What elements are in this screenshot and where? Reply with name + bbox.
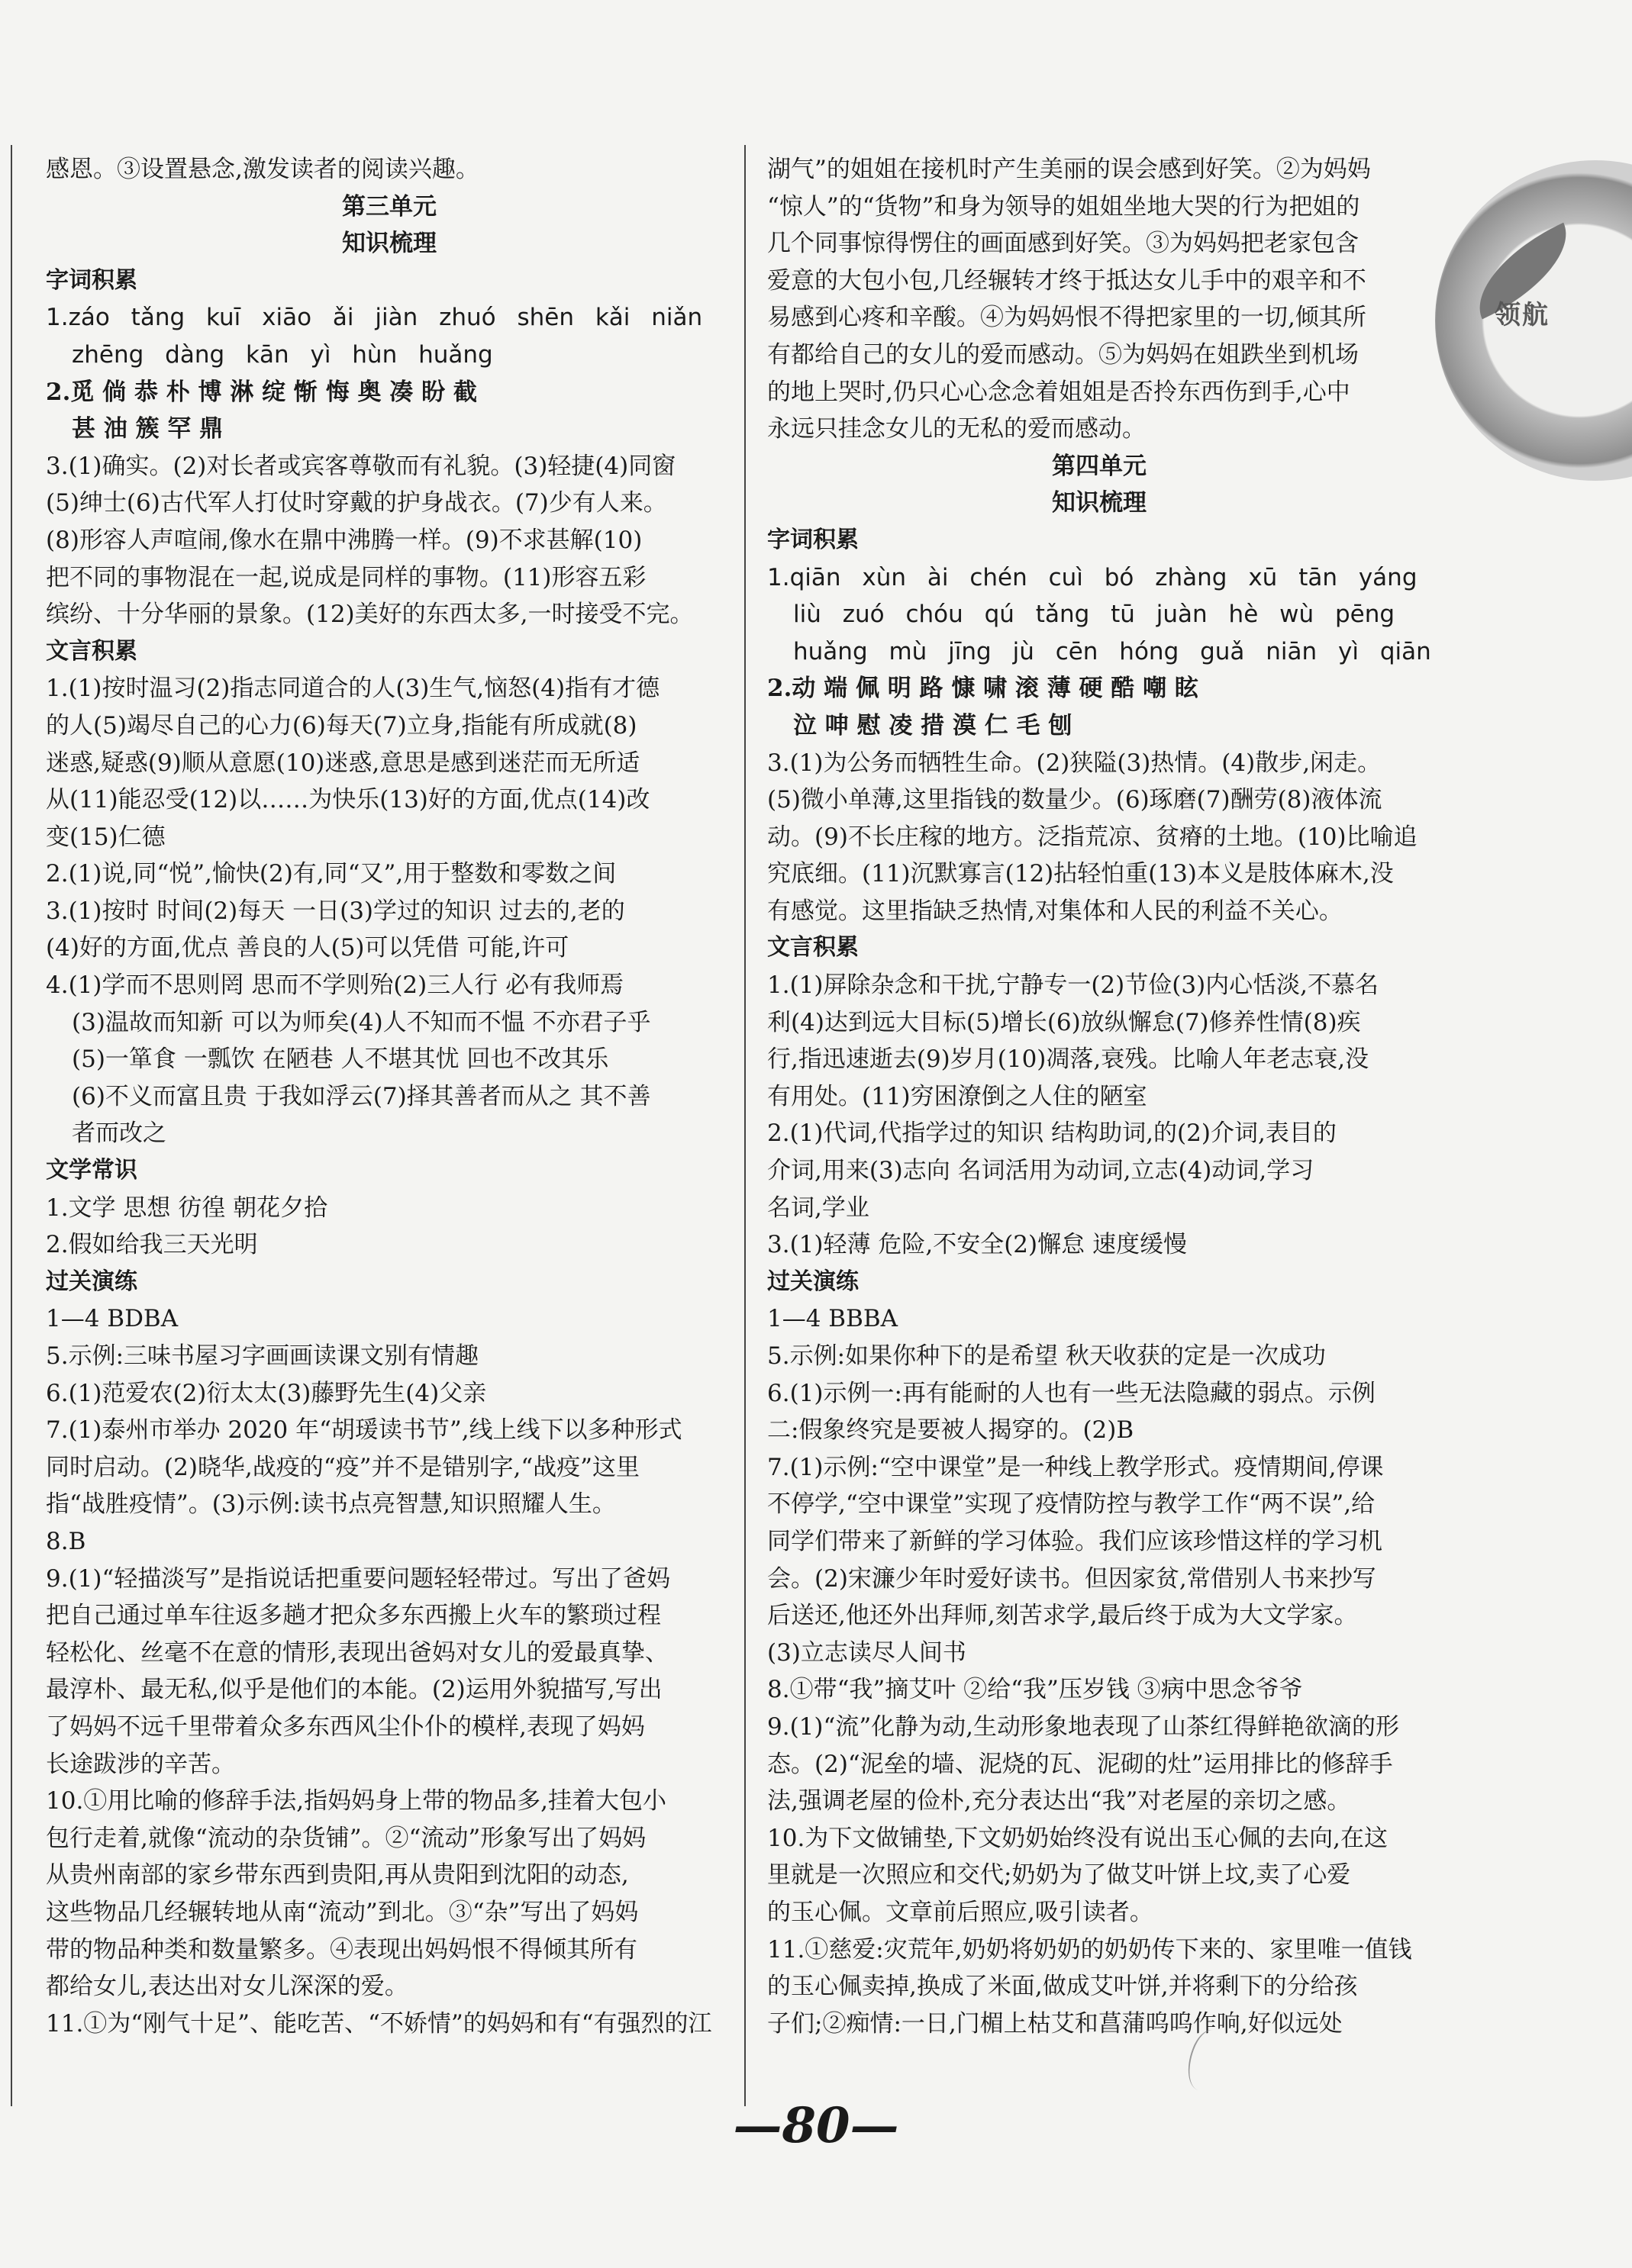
text-line: 湖气”的姐姐在接机时产生美丽的误会感到好笑。②为妈妈 — [767, 156, 1371, 183]
text-line: 子们;②痴情:一日,门楣上枯艾和菖蒲呜呜作响,好似远处 — [767, 2009, 1343, 2038]
text-line: 9.(1)“轻描淡写”是指说话把重要问题轻轻带过。写出了爸妈 — [46, 1564, 671, 1593]
text-line: 有用处。(11)穷困潦倒之人住的陋室 — [767, 1082, 1147, 1110]
text-line: 从贵州南部的家乡带东西到贵阳,再从贵阳到沈阳的动态, — [46, 1861, 629, 1889]
text-line: 9.(1)“流”化静为动,生动形象地表现了山茶红得鲜艳欲滴的形 — [767, 1712, 1400, 1741]
text-line: (5)绅士(6)古代军人打仗时穿戴的护身战衣。(7)少有人来。 — [46, 489, 667, 517]
text-line: 3.(1)确实。(2)对长者或宾客尊敬而有礼貌。(3)轻捷(4)同窗 — [46, 452, 676, 480]
text-line: 的玉心佩。文章前后照应,吸引读者。 — [767, 1898, 1153, 1926]
text-line: 第四单元 — [1052, 452, 1147, 480]
text-line: 1—4 BDBA — [46, 1305, 179, 1333]
text-line: 有都给自己的女儿的爱而感动。⑤为妈妈在姐跌坐到机场 — [767, 340, 1359, 369]
text-line: 不停学,“空中课堂”实现了疫情防控与教学工作“两不误”,给 — [767, 1490, 1376, 1519]
text-line: (3)温故而知新 可以为师矣(4)人不知而不愠 不亦君子乎 — [72, 1008, 651, 1036]
text-line: 知识梳理 — [342, 230, 437, 258]
text-line: (5)微小单薄,这里指钱的数量少。(6)琢磨(7)酬劳(8)液体流 — [767, 786, 1382, 814]
text-line: 11.①慈爱:灾荒年,奶奶将奶奶的奶奶传下来的、家里唯一值钱 — [767, 1935, 1412, 1964]
text-line: (4)好的方面,优点 善良的人(5)可以凭借 可能,许可 — [46, 934, 569, 962]
page-number: —80— — [733, 2097, 899, 2154]
text-line: huǎng mù jīng jù cēn hóng guǎ niān yì qiān — [793, 637, 1431, 665]
text-line: 6.(1)范爱农(2)衍太太(3)藤野先生(4)父亲 — [46, 1379, 487, 1407]
text-line: 8.①带“我”摘艾叶 ②给“我”压岁钱 ③病中思念爷爷 — [767, 1676, 1303, 1704]
text-line: 利(4)达到远大目标(5)增长(6)放纵懈怠(7)修养性情(8)疾 — [767, 1008, 1361, 1036]
text-line: (6)不义而富且贵 于我如浮云(7)择其善者而从之 其不善 — [72, 1082, 651, 1110]
text-line: 1.záo tǎng kuī xiāo ǎi jiàn zhuó shēn kǎi niǎn — [46, 304, 703, 332]
text-line: 后送还,他还外出拜师,刻苦求学,最后终于成为大文学家。 — [767, 1602, 1358, 1630]
text-line: 易感到心疼和辛酸。④为妈妈恨不得把家里的一切,倾其所 — [767, 304, 1366, 332]
text-line: 把不同的事物混在一起,说成是同样的事物。(11)形容五彩 — [46, 563, 647, 591]
text-line: 2.(1)代词,代指学过的知识 结构助词,的(2)介词,表目的 — [767, 1120, 1337, 1148]
text-line: 3.(1)按时 时间(2)每天 一日(3)学过的知识 过去的,老的 — [46, 897, 625, 925]
text-line: 2.假如给我三天光明 — [46, 1231, 258, 1259]
text-line: liù zuó chóu qú tǎng tū juàn hè wù pēng — [793, 601, 1395, 629]
text-line: 甚 油 簇 罕 鼎 — [72, 415, 224, 443]
text-line: 法,强调老屋的俭朴,充分表达出“我”对老屋的亲切之感。 — [767, 1787, 1351, 1815]
text-line: 二:假象终究是要被人揭穿的。(2)B — [767, 1416, 1134, 1445]
text-line: 态。(2)“泥垒的墙、泥烧的瓦、泥砌的灶”运用排比的修辞手 — [767, 1750, 1393, 1778]
text-line: 轻松化、丝毫不在意的情形,表现出爸妈对女儿的爱最真挚、 — [46, 1638, 669, 1667]
text-line: 迷惑,疑惑(9)顺从意愿(10)迷惑,意思是感到迷茫而无所适 — [46, 749, 640, 777]
text-line: 有感觉。这里指缺乏热情,对集体和人民的利益不关心。 — [767, 897, 1343, 925]
text-line: 者而改之 — [72, 1120, 166, 1148]
text-line: 7.(1)示例:“空中课堂”是一种线上教学形式。疫情期间,停课 — [767, 1453, 1384, 1481]
text-line: 把自己通过单车往返多趟才把众多东西搬上火车的繁琐过程 — [46, 1602, 661, 1630]
text-line: 5.示例:如果你种下的是希望 秋天收获的定是一次成功 — [767, 1342, 1326, 1370]
text-line: 几个同事惊得愣住的画面感到好笑。③为妈妈把老家包含 — [767, 230, 1359, 258]
text-line: 知识梳理 — [1052, 489, 1147, 517]
text-line: 文言积累 — [767, 934, 859, 962]
text-line: 7.(1)泰州市举办 2020 年“胡瑗读书节”,线上线下以多种形式 — [46, 1416, 682, 1445]
text-line: 2.(1)说,同“悦”,愉快(2)有,同“又”,用于整数和零数之间 — [46, 860, 617, 888]
column-divider — [744, 145, 746, 2106]
text-line: (5)一箪食 一瓢饮 在陋巷 人不堪其忧 回也不改其乐 — [72, 1045, 609, 1074]
text-line: 感恩。③设置悬念,激发读者的阅读兴趣。 — [46, 156, 479, 183]
text-line: 文学常识 — [46, 1157, 137, 1184]
text-line: 10.①用比喻的修辞手法,指妈妈身上带的物品多,挂着大包小 — [46, 1787, 667, 1815]
text-line: “惊人”的“货物”和身为领导的姐姐坐地大哭的行为把姐的 — [767, 192, 1360, 221]
text-line: 的玉心佩卖掉,换成了米面,做成艾叶饼,并将剩下的分给孩 — [767, 1973, 1358, 2001]
text-line: 同时启动。(2)晓华,战疫的“疫”并不是错别字,“战疫”这里 — [46, 1453, 640, 1481]
left-margin-rule — [11, 145, 12, 2106]
text-line: 的人(5)竭尽自己的心力(6)每天(7)立身,指能有所成就(8) — [46, 711, 637, 739]
text-line: 10.为下文做铺垫,下文奶奶始终没有说出玉心佩的去向,在这 — [767, 1824, 1388, 1852]
text-line: 名词,学业 — [767, 1194, 869, 1222]
text-line: 4.(1)学而不思则罔 思而不学则殆(2)三人行 必有我师焉 — [46, 971, 624, 1000]
text-line: 11.①为“刚气十足”、能吃苦、“不娇情”的妈妈和有“有强烈的江 — [46, 2009, 712, 2038]
text-line: 过关演练 — [46, 1268, 137, 1295]
text-line: (3)立志读尽人间书 — [767, 1638, 966, 1667]
text-line: 文言积累 — [46, 637, 137, 665]
text-line: 1.(1)屏除杂念和干扰,宁静专一(2)节俭(3)内心恬淡,不慕名 — [767, 971, 1379, 1000]
text-line: 1.文学 思想 彷徨 朝花夕拾 — [46, 1194, 328, 1222]
text-line: 指“战胜疫情”。(3)示例:读书点亮智慧,知识照耀人生。 — [46, 1490, 616, 1519]
text-line: 6.(1)示例一:再有能耐的人也有一些无法隐藏的弱点。示例 — [767, 1379, 1376, 1407]
text-line: 同学们带来了新鲜的学习体验。我们应该珍惜这样的学习机 — [767, 1527, 1382, 1555]
left-column — [46, 151, 733, 2042]
text-line: 2.觅 倘 恭 朴 博 淋 绽 惭 悔 奥 凑 盼 截 — [46, 378, 477, 406]
text-line: 都给女儿,表达出对女儿深深的爱。 — [46, 1973, 408, 2001]
text-line: 的地上哭时,仍只心心念念着姐姐是否拎东西伤到手,心中 — [767, 378, 1350, 406]
text-line: 3.(1)轻薄 危险,不安全(2)懈怠 速度缓慢 — [767, 1231, 1187, 1259]
text-line: 8.B — [46, 1527, 86, 1555]
text-line: 1.(1)按时温习(2)指志同道合的人(3)生气,恼怒(4)指有才德 — [46, 675, 660, 703]
text-line: 1.qiān xùn ài chén cuì bó zhàng xū tān yáng — [767, 563, 1418, 591]
text-line: 长途跋涉的辛苦。 — [46, 1750, 235, 1778]
text-line: 第三单元 — [342, 192, 437, 221]
text-line: 究底细。(11)沉默寡言(12)拈轻怕重(13)本义是肢体麻木,没 — [767, 860, 1394, 888]
text-line: 这些物品几经辗转地从南“流动”到北。③“杂”写出了妈妈 — [46, 1898, 639, 1926]
seal-text: 领航 — [1495, 300, 1550, 330]
text-line: 1—4 BBBA — [767, 1305, 898, 1333]
text-line: 缤纷、十分华丽的景象。(12)美好的东西太多,一时接受不完。 — [46, 601, 694, 629]
text-line: 会。(2)宋濂少年时爱好读书。但因家贫,常借别人书来抄写 — [767, 1564, 1376, 1593]
text-line: 介词,用来(3)志向 名词活用为动词,立志(4)动词,学习 — [767, 1157, 1314, 1185]
right-column — [767, 151, 1431, 2042]
text-line: (8)形容人声喧闹,像水在鼎中沸腾一样。(9)不求甚解(10) — [46, 526, 643, 554]
text-line: zhēng dàng kān yì hùn huǎng — [72, 340, 493, 369]
text-line: 里就是一次照应和交代;奶奶为了做艾叶饼上坟,卖了心爱 — [767, 1861, 1351, 1889]
text-line: 过关演练 — [767, 1268, 859, 1295]
text-line: 3.(1)为公务而牺牲生命。(2)狭隘(3)热情。(4)散步,闲走。 — [767, 749, 1382, 777]
text-line: 字词积累 — [767, 526, 859, 553]
text-line: 永远只挂念女儿的无私的爱而感动。 — [767, 415, 1146, 443]
text-line: 行,指迅速逝去(9)岁月(10)凋落,衰残。比喻人年老志衰,没 — [767, 1045, 1369, 1074]
text-line: 带的物品种类和数量繁多。④表现出妈妈恨不得倾其所有 — [46, 1935, 637, 1964]
text-line: 5.示例:三味书屋习字画画读课文别有情趣 — [46, 1342, 479, 1370]
text-line: 从(11)能忍受(12)以……为快乐(13)好的方面,优点(14)改 — [46, 786, 650, 814]
text-line: 最淳朴、最无私,似乎是他们的本能。(2)运用外貌描写,写出 — [46, 1676, 663, 1704]
text-line: 爱意的大包小包,几经辗转才终于抵达女儿手中的艰辛和不 — [767, 266, 1366, 295]
text-line: 泣 呻 慰 凌 措 漠 仁 毛 刨 — [793, 711, 1072, 739]
text-line: 包行走着,就像“流动的杂货铺”。②“流动”形象写出了妈妈 — [46, 1824, 647, 1852]
text-line: 2.动 端 佩 明 路 慷 啸 滚 薄 硬 酷 嘲 眩 — [767, 675, 1198, 703]
text-line: 动。(9)不长庄稼的地方。泛指荒凉、贫瘠的土地。(10)比喻追 — [767, 823, 1418, 851]
text-line: 字词积累 — [46, 266, 137, 294]
text-line: 变(15)仁德 — [46, 823, 166, 851]
text-line: 了妈妈不远千里带着众多东西风尘仆仆的模样,表现了妈妈 — [46, 1712, 645, 1741]
publisher-seal-watermark — [1435, 160, 1632, 481]
